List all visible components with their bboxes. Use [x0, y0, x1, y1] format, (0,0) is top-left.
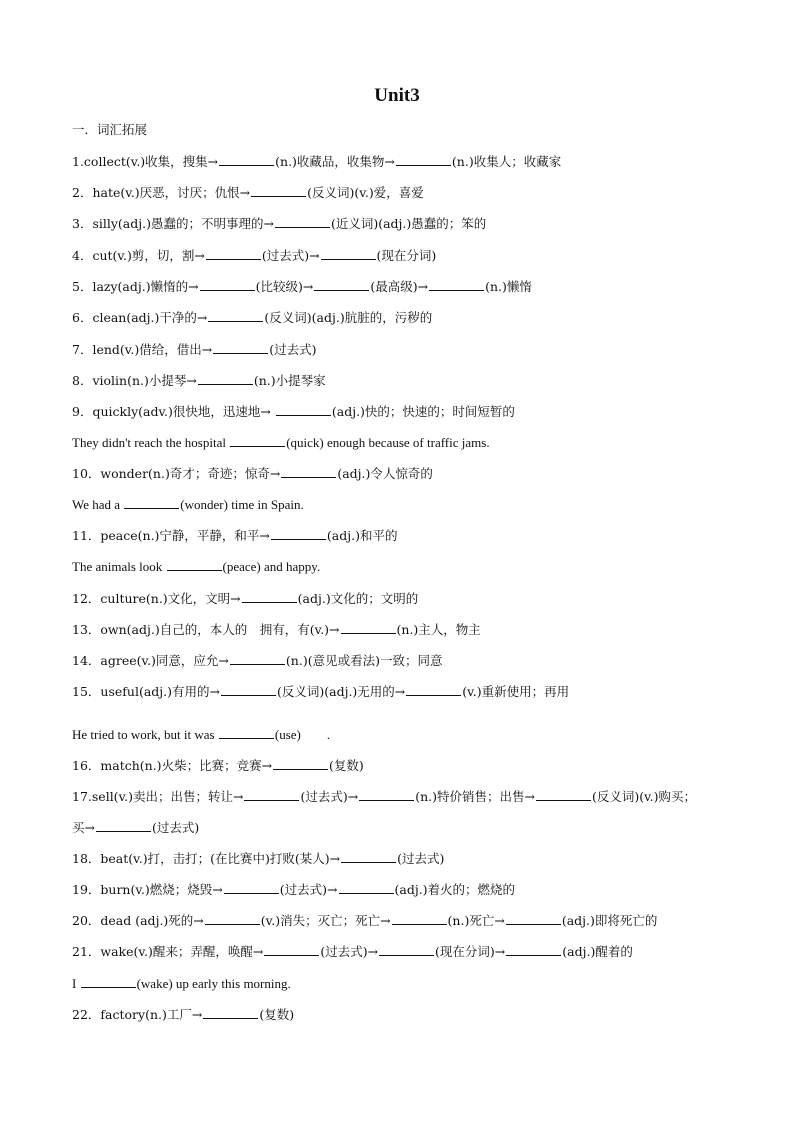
line-text: (过去式) [397, 851, 445, 866]
line-text: (n.)小提琴家 [253, 373, 326, 388]
line-text: (adj.)文化的；文明的 [297, 591, 419, 606]
line-text: (wonder) time in Spain. [180, 497, 304, 512]
exercise-line [72, 152, 561, 171]
line-text: 19．burn(v.)燃烧；烧毁→ [72, 882, 223, 897]
answer-blank[interactable] [275, 214, 330, 228]
answer-blank[interactable] [167, 557, 222, 571]
line-text: (过去式)→ [261, 248, 320, 263]
line-text: (peace) and happy. [222, 559, 321, 574]
answer-blank[interactable] [200, 277, 255, 291]
line-text: (n.)收集人；收藏家 [451, 154, 562, 169]
exercise-line [72, 1005, 294, 1024]
answer-blank[interactable] [314, 277, 369, 291]
line-text: 8．violin(n.)小提琴→ [72, 373, 197, 388]
line-text: (反义词)(v.)爱，喜爱 [307, 185, 424, 200]
answer-blank[interactable] [219, 725, 274, 739]
line-text: (过去式)→ [300, 789, 359, 804]
answer-blank[interactable] [273, 756, 328, 770]
line-text: (v.)重新使用；再用 [462, 684, 570, 699]
answer-blank[interactable] [264, 942, 319, 956]
exercise-line [72, 756, 364, 775]
answer-blank[interactable] [321, 246, 376, 260]
line-text: (反义词)(v.)购买； [591, 789, 697, 804]
answer-blank[interactable] [429, 277, 484, 291]
answer-blank[interactable] [205, 911, 260, 925]
line-text: 14．agree(v.)同意，应允→ [72, 653, 229, 668]
exercise-line [72, 308, 432, 327]
line-text: (复数) [259, 1007, 295, 1022]
line-text: (最高级)→ [370, 279, 429, 294]
line-text: 16．match(n.)火柴；比赛；竞赛→ [72, 758, 273, 773]
line-text: 2．hate(v.)厌恶，讨厌；仇恨→ [72, 185, 251, 200]
exercise-line [72, 849, 444, 868]
exercise-line [72, 371, 326, 390]
answer-blank[interactable] [203, 1005, 258, 1019]
exercise-line [72, 682, 569, 701]
answer-blank[interactable] [242, 589, 297, 603]
line-text: (过去式)→ [279, 882, 338, 897]
answer-blank[interactable] [213, 340, 268, 354]
line-text: (比较级)→ [255, 279, 314, 294]
section-heading: 一．词汇拓展 [72, 122, 148, 137]
line-text: 买→ [72, 820, 95, 835]
answer-blank[interactable] [281, 464, 336, 478]
exercise-line [72, 526, 397, 545]
line-text: We had a [72, 497, 124, 512]
answer-blank[interactable] [392, 911, 447, 925]
line-text: The animals look [72, 559, 166, 574]
line-text: 15．useful(adj.)有用的→ [72, 684, 220, 699]
line-text: 7．lend(v.)借给，借出→ [72, 342, 213, 357]
exercise-line [72, 589, 418, 608]
exercise-line [72, 277, 532, 296]
answer-blank[interactable] [219, 152, 274, 166]
line-text: 12．culture(n.)文化，文明→ [72, 591, 241, 606]
line-text: (adj.)和平的 [326, 528, 398, 543]
line-text: 6．clean(adj.)干净的→ [72, 310, 208, 325]
line-text: (过去式)→ [320, 944, 379, 959]
answer-blank[interactable] [341, 849, 396, 863]
line-text: 10．wonder(n.)奇才；奇迹；惊奇→ [72, 466, 281, 481]
exercise-line [72, 214, 486, 233]
line-text: 11．peace(n.)宁静，平静，和平→ [72, 528, 270, 543]
line-text: 22．factory(n.)工厂→ [72, 1007, 203, 1022]
answer-blank[interactable] [406, 682, 461, 696]
exercise-line [72, 620, 481, 639]
line-text: 5．lazy(adj.)懒惰的→ [72, 279, 199, 294]
answer-blank[interactable] [339, 880, 394, 894]
answer-blank[interactable] [506, 911, 561, 925]
answer-blank[interactable] [359, 787, 414, 801]
exercise-line [72, 974, 291, 993]
answer-blank[interactable] [124, 495, 179, 509]
page-title: Unit3 [374, 85, 420, 106]
line-text: (n.)特价销售；出售→ [415, 789, 535, 804]
exercise-line [72, 340, 316, 359]
answer-blank[interactable] [536, 787, 591, 801]
line-text: (n.)主人，物主 [396, 622, 481, 637]
exercise-line [72, 246, 436, 265]
line-text: (quick) enough because of traffic jams. [286, 435, 490, 450]
line-text: They didn't reach the hospital [72, 435, 230, 450]
exercise-line [72, 495, 304, 514]
line-text: 3．silly(adj.)愚蠢的；不明事理的→ [72, 216, 274, 231]
line-text: 20．dead (adj.)死的→ [72, 913, 204, 928]
line-text: (n.)死亡→ [447, 913, 505, 928]
answer-blank[interactable] [230, 651, 285, 665]
line-text: (use) . [274, 727, 331, 742]
line-text: (n.)懒惰 [485, 279, 532, 294]
answer-blank[interactable] [379, 942, 434, 956]
line-text: 13．own(adj.)自己的，本人的 拥有，有(v.)→ [72, 622, 340, 637]
line-text: 4．cut(v.)剪，切，割→ [72, 248, 205, 263]
answer-blank[interactable] [81, 974, 136, 988]
answer-blank[interactable] [244, 787, 299, 801]
line-text: 9．quickly(adv.)很快地，迅速地→ [72, 404, 275, 419]
exercise-line [72, 911, 657, 930]
answer-blank[interactable] [198, 371, 253, 385]
line-text: (v.)消失；灭亡；死亡→ [260, 913, 391, 928]
answer-blank[interactable] [251, 183, 306, 197]
exercise-line [72, 818, 199, 837]
answer-blank[interactable] [96, 818, 151, 832]
line-text: (过去式) [151, 820, 200, 835]
answer-blank[interactable] [276, 402, 331, 416]
line-text: (反义词)(adj.)无用的→ [276, 684, 406, 699]
line-text: 21．wake(v.)醒来；弄醒，唤醒→ [72, 944, 264, 959]
exercise-line [72, 557, 320, 576]
answer-blank[interactable] [396, 152, 451, 166]
line-text: (现在分词)→ [435, 944, 506, 959]
line-text: (n.)(意见或看法)一致；同意 [285, 653, 443, 668]
answer-blank[interactable] [506, 942, 561, 956]
exercise-line [72, 725, 330, 744]
answer-blank[interactable] [271, 526, 326, 540]
line-text: He tried to work, but it was [72, 727, 218, 742]
line-text: (adj.)即将死亡的 [561, 913, 658, 928]
answer-blank[interactable] [208, 308, 263, 322]
line-text: 1.collect(v.)收集，搜集→ [72, 154, 219, 169]
exercise-line [72, 183, 424, 202]
line-text: (过去式) [269, 342, 317, 357]
exercise-line [72, 880, 515, 899]
exercise-line [72, 464, 433, 483]
line-text: (反义词)(adj.)肮脏的，污秽的 [264, 310, 433, 325]
answer-blank[interactable] [224, 880, 279, 894]
line-text: (adj.)快的；快速的；时间短暂的 [331, 404, 515, 419]
answer-blank[interactable] [341, 620, 396, 634]
line-text: (现在分词) [376, 248, 437, 263]
exercise-line [72, 651, 442, 670]
line-text: 18．beat(v.)打，击打；(在比赛中)打败(某人)→ [72, 851, 341, 866]
exercise-line [72, 433, 490, 452]
line-text: (adj.)醒着的 [562, 944, 633, 959]
answer-blank[interactable] [206, 246, 261, 260]
line-text: (近义词)(adj.)愚蠢的；笨的 [330, 216, 487, 231]
answer-blank[interactable] [230, 433, 285, 447]
exercise-line [72, 942, 633, 961]
exercise-line [72, 402, 515, 421]
exercise-line [72, 787, 696, 806]
line-text: (复数) [329, 758, 364, 773]
line-text: 17.sell(v.)卖出；出售；转让→ [72, 789, 244, 804]
line-text: (n.)收藏品，收集物→ [275, 154, 395, 169]
line-text: I [72, 976, 80, 991]
line-text: (wake) up early this morning. [136, 976, 291, 991]
answer-blank[interactable] [221, 682, 276, 696]
line-text: (adj.)令人惊奇的 [337, 466, 433, 481]
line-text: (adj.)着火的；燃烧的 [394, 882, 516, 897]
